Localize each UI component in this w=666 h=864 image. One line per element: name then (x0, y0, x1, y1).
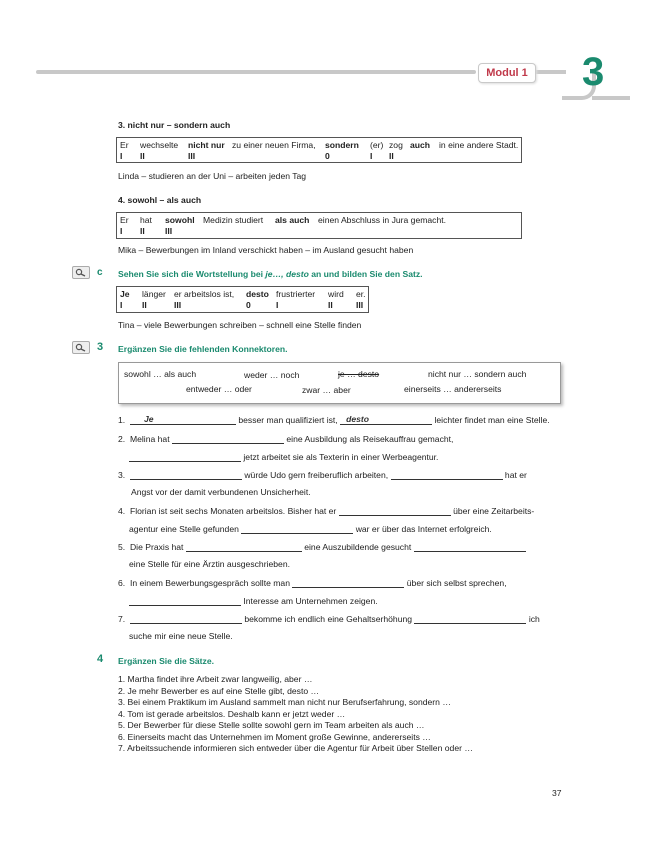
sentence-word: er arbeitslos ist, (174, 289, 235, 299)
sentence-word: länger (142, 289, 166, 299)
answer-blank[interactable] (172, 433, 284, 444)
answer-blank[interactable]: Je (130, 414, 236, 425)
sentence-word: Je (120, 289, 130, 299)
task3-item: 3. würde Udo gern freiberuflich arbeiten, hat er (118, 470, 527, 480)
ex3-title: 3. nicht nur – sondern auch (118, 120, 231, 130)
task3-item: 2. Melina hat eine Ausbildung als Reisekauffrau gemacht, (118, 434, 454, 444)
sentence-word: einen Abschluss in Jura gemacht. (318, 215, 447, 225)
connector-1: sowohl … als auch (124, 369, 197, 379)
task3-item: 6. In einem Bewerbungsgespräch sollte man über sich selbst sprechen, (118, 578, 507, 588)
task4-title: Ergänzen Sie die Sätze. (118, 656, 214, 666)
task4-item: 7. Arbeitssuchende informieren sich entweder über die Agentur für Arbeit über Stellen oder … (118, 743, 473, 753)
task3-number: 3 (97, 341, 104, 353)
sentence-role: III (174, 300, 182, 310)
task3-item: 1. Je besser man qualifiziert ist, desto leichter findet man eine Stelle. (118, 414, 550, 425)
sentence-word: hat (140, 215, 152, 225)
answer-blank[interactable] (186, 541, 302, 552)
answer-blank[interactable] (130, 613, 242, 624)
ex3-task: Linda – studieren an der Uni – arbeiten jeden Tag (118, 171, 307, 181)
sentence-word: Medizin studiert (203, 215, 264, 225)
answer-blank[interactable] (129, 595, 241, 606)
exc-instruction: Sehen Sie sich die Wortstellung bei je…, desto an und bilden Sie den Satz. (118, 269, 423, 279)
task3-item: 4. Florian ist seit sechs Monaten arbeitslos. Bisher hat er über eine Zeitarbeits- (118, 506, 535, 516)
answer-blank[interactable] (339, 505, 451, 516)
task4-item: 6. Einerseits macht das Unternehmen im Moment große Gewinne, andererseits … (118, 731, 431, 742)
sentence-role: II (142, 300, 147, 310)
ex4-task: Mika – Bewerbungen im Inland verschickt haben – im Ausland gesucht haben (118, 245, 414, 255)
sentence-word: desto (246, 289, 269, 299)
sentence-role: II (140, 226, 145, 236)
sentence-role: II (328, 300, 333, 310)
task3-item-cont: agentur eine Stelle gefunden war er über das Internet erfolgreich. (129, 524, 492, 534)
sentence-word: als auch (275, 215, 310, 225)
header-rule-end (592, 96, 630, 100)
sentence-word: er. (356, 289, 366, 299)
task4-item: 1. Martha findet ihre Arbeit zwar langweilig, aber … (118, 674, 313, 684)
connector-7: einerseits … andererseits (404, 384, 502, 394)
sentence-word: zu einer neuen Firma, (232, 140, 316, 150)
connector-6: zwar … aber (302, 385, 351, 395)
sentence-role: III (356, 300, 364, 310)
task3-item-cont: Angst vor der damit verbundenen Unsicherheit. (131, 487, 311, 497)
task4-number: 4 (97, 653, 104, 665)
magnifier-icon (72, 341, 90, 354)
exc-task: Tina – viele Bewerbungen schreiben – schnell eine Stelle finden (118, 320, 362, 330)
connector-5: entweder … oder (186, 384, 252, 394)
task3-item-cont: jetzt arbeitet sie als Texterin in einer Werbeagentur. (129, 451, 438, 462)
sentence-role: III (188, 151, 196, 161)
sentence-role: I (120, 226, 123, 236)
sentence-role: II (140, 151, 145, 161)
sentence-role: III (165, 226, 173, 236)
sentence-role: 0 (246, 300, 251, 310)
sentence-role: I (120, 151, 123, 161)
connector-4: nicht nur … sondern auch (428, 369, 527, 379)
answer-blank[interactable] (391, 469, 503, 480)
modul-badge: Modul 1 (478, 63, 536, 83)
connector-3: je … desto (338, 369, 380, 379)
answer-blank[interactable] (414, 613, 526, 624)
sentence-word: auch (410, 140, 431, 150)
task3-title: Ergänzen Sie die fehlenden Konnektoren. (118, 344, 288, 354)
task3-item-cont: Interesse am Unternehmen zeigen. (129, 595, 378, 606)
sentence-role: I (120, 300, 123, 310)
sentence-word: wird (328, 289, 344, 299)
answer-blank[interactable] (130, 469, 242, 480)
exc-label: c (97, 267, 103, 278)
sentence-word: (er) (370, 140, 384, 150)
answer-blank[interactable] (129, 451, 241, 462)
connector-2: weder … noch (244, 370, 300, 380)
ex4-title: 4. sowohl – als auch (118, 195, 202, 205)
page-number: 37 (552, 788, 562, 798)
magnifier-icon (72, 266, 90, 279)
sentence-word: sondern (325, 140, 359, 150)
header-rule (36, 70, 476, 74)
task4-item: 2. Je mehr Bewerber es auf eine Stelle gibt, desto … (118, 685, 320, 696)
task3-item: 7. bekomme ich endlich eine Gehaltserhöhung ich (118, 614, 540, 624)
sentence-word: wechselte (140, 140, 179, 150)
sentence-word: Er (120, 140, 129, 150)
sentence-word: in eine andere Stadt. (439, 140, 519, 150)
task4-item: 5. Der Bewerber für diese Stelle sollte sowohl gern im Team arbeiten als auch … (118, 720, 425, 730)
sentence-word: sowohl (165, 215, 195, 225)
sentence-role: I (370, 151, 373, 161)
task3-item: 5. Die Praxis hat eine Auszubildende gesucht (118, 541, 526, 552)
sentence-word: zog (389, 140, 403, 150)
answer-blank[interactable]: desto (340, 414, 432, 425)
sentence-word: frustrierter (276, 289, 316, 299)
answer-blank[interactable] (414, 541, 526, 552)
task3-item-cont: suche mir eine neue Stelle. (129, 631, 233, 641)
answer-blank[interactable] (241, 523, 353, 534)
task3-item-cont: eine Stelle für eine Ärztin ausgeschrieben. (129, 559, 290, 569)
chapter-number: 3 (582, 50, 605, 94)
sentence-role: II (389, 151, 394, 161)
answer-blank[interactable] (292, 577, 404, 588)
task4-item: 3. Bei einem Praktikum im Ausland sammelt man nicht nur Berufserfahrung, sondern … (118, 697, 451, 707)
sentence-role: 0 (325, 151, 330, 161)
task4-item: 4. Tom ist gerade arbeitslos. Deshalb kann er jetzt weder … (118, 708, 346, 719)
sentence-role: I (276, 300, 279, 310)
sentence-word: nicht nur (188, 140, 225, 150)
sentence-word: Er (120, 215, 129, 225)
